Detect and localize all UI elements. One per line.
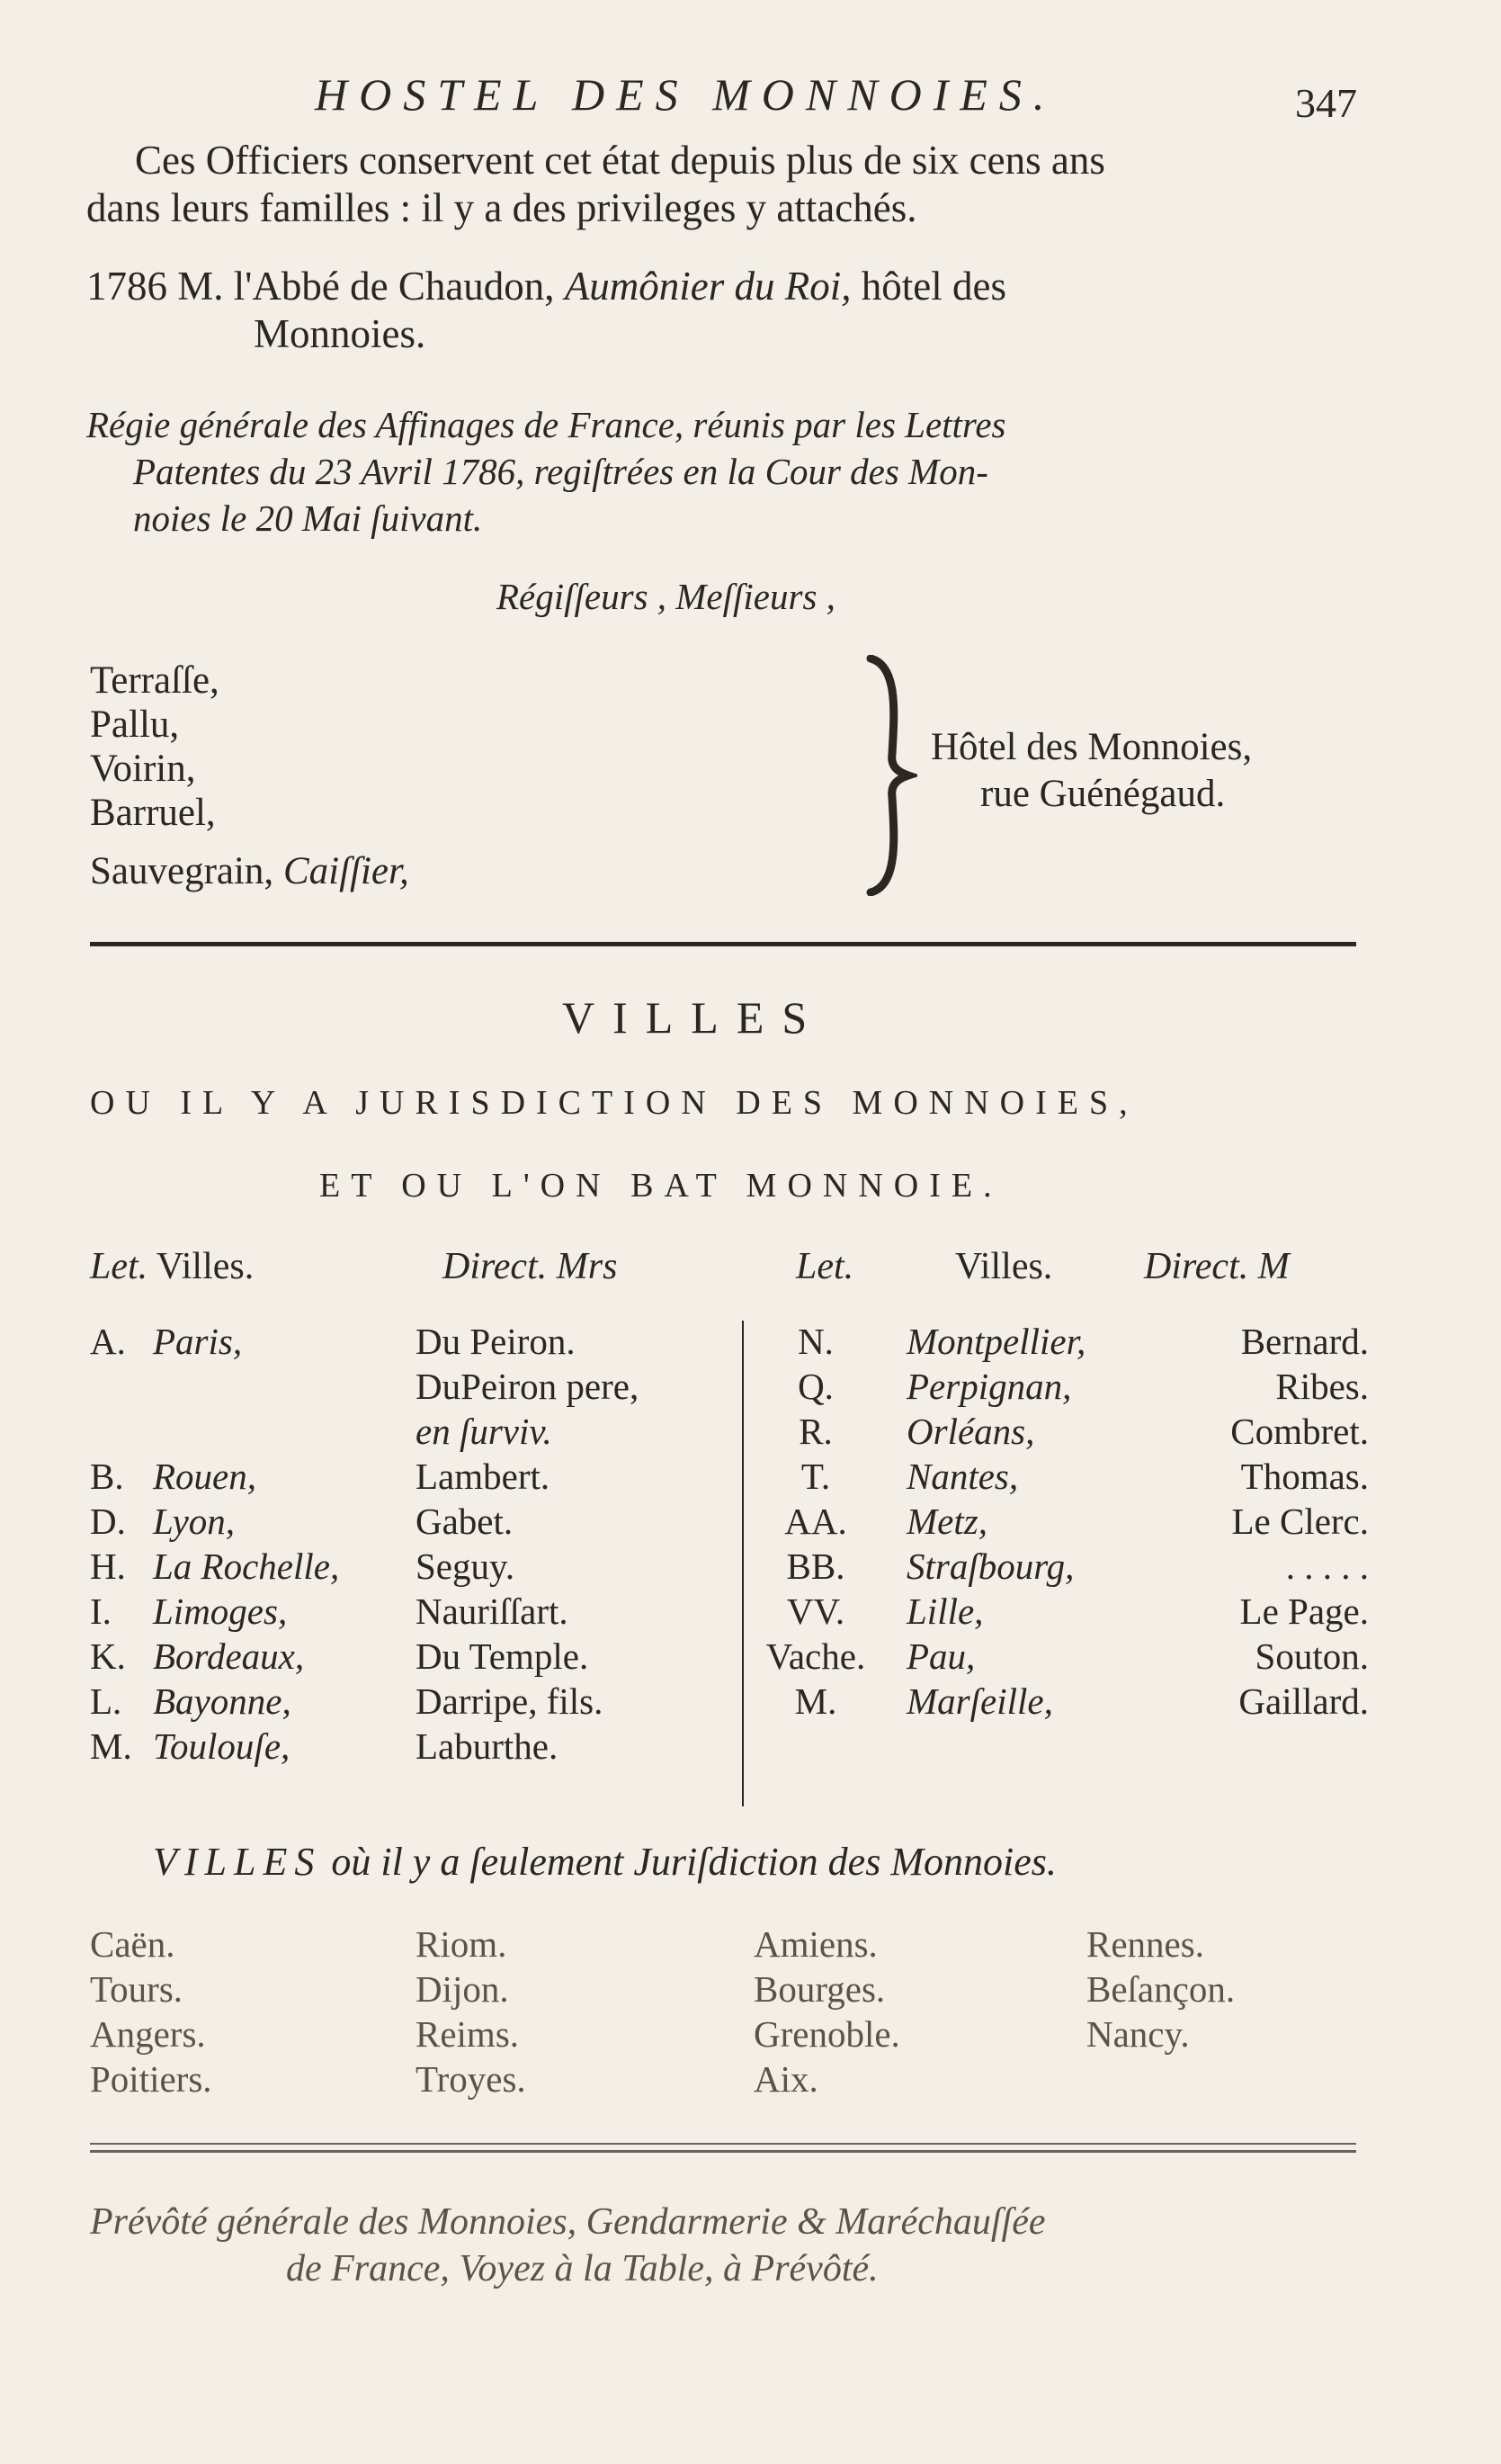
- table-cell: Bayonne,: [153, 1680, 291, 1722]
- table-cell: Gaillard.: [1238, 1680, 1369, 1722]
- table-cell: Bordeaux,: [153, 1635, 305, 1677]
- city-name: Poitiers.: [90, 2058, 212, 2100]
- table-cell: Le Clerc.: [1231, 1501, 1369, 1542]
- cashier-label: Caiſſier,: [282, 850, 409, 892]
- regie-line-1: Régie générale des Affinages de France, réunis par les Lettres: [86, 404, 1006, 445]
- left-cities: [153, 1319, 339, 1769]
- city-name: Angers.: [90, 2013, 206, 2055]
- table-cell: Toulouſe,: [153, 1725, 290, 1767]
- city-name: Rennes.: [1086, 1923, 1204, 1965]
- table-cell: Metz,: [907, 1501, 987, 1542]
- table-cell: Lambert.: [415, 1456, 550, 1497]
- regie-line-2: Patentes du 23 Avril 1786, regiſtrées en la Cour des Mon-: [133, 451, 988, 492]
- table-cell: M.: [794, 1680, 837, 1722]
- table-cell: DuPeiron pere,: [415, 1366, 639, 1407]
- table-cell: Le Page.: [1239, 1590, 1369, 1632]
- villes-subtitle-1: OU IL Y A JURISDICTION DES MONNOIES,: [90, 1084, 1139, 1122]
- city-name: Grenoble.: [754, 2013, 900, 2055]
- table-cell: Lille,: [907, 1590, 984, 1632]
- header-direct: Direct. M: [1144, 1246, 1290, 1287]
- city-name: Riom.: [415, 1923, 507, 1965]
- city-name: Bourges.: [754, 1968, 886, 2010]
- table-cell: Laburthe.: [415, 1725, 558, 1767]
- chaudon-address: hôtel des: [861, 264, 1006, 309]
- table-cell: Limoges,: [153, 1590, 288, 1632]
- regie-line-3: noies le 20 Mai ſuivant.: [133, 497, 483, 539]
- left-letters: [90, 1319, 132, 1769]
- table-cell: Vache.: [765, 1635, 866, 1677]
- regie-subhead: Régiſſeurs , Meſſieurs ,: [496, 576, 835, 617]
- table-cell: Lyon,: [153, 1501, 236, 1542]
- regisseur-name: Sauvegrain,: [90, 850, 274, 892]
- table-cell: Du Peiron.: [415, 1321, 576, 1362]
- prevote-line-2: de France, Voyez à la Table, à Prévôté.: [286, 2248, 879, 2289]
- table-cell: Pau,: [907, 1635, 976, 1677]
- table-cell: . . . . .: [1285, 1546, 1369, 1587]
- regisseur-name: Voirin,: [90, 748, 196, 790]
- table-cell: en ſurviv.: [415, 1411, 552, 1452]
- regisseur-name: Barruel,: [90, 792, 216, 834]
- table-cell: A.: [90, 1321, 126, 1362]
- seulement-heading-villes: VILLES: [153, 1840, 322, 1884]
- seulement-col-3: [754, 1922, 900, 2101]
- chaudon-line-2: Monnoies.: [254, 311, 426, 356]
- table-cell: Thomas.: [1240, 1456, 1369, 1497]
- seulement-col-2: [415, 1922, 526, 2101]
- city-name: Dijon.: [415, 1968, 509, 2010]
- page-number: 347: [1295, 80, 1357, 126]
- table-cell: Paris,: [153, 1321, 243, 1362]
- table-cell: Q.: [798, 1366, 834, 1407]
- regisseur-name: Terraſſe,: [90, 659, 219, 702]
- left-column-headers: [90, 1245, 254, 1288]
- villes-subtitle-2: ET OU L'ON BAT MONNOIE.: [319, 1167, 1003, 1205]
- table-cell: Nantes,: [907, 1456, 1019, 1497]
- right-directors: [1135, 1319, 1369, 1724]
- table-cell: Gabet.: [415, 1501, 514, 1542]
- table-cell: Bernard.: [1240, 1321, 1369, 1362]
- curly-brace-icon: [863, 655, 917, 896]
- city-name: Reims.: [415, 2013, 520, 2055]
- city-name: Troyes.: [415, 2058, 526, 2100]
- city-name: Tours.: [90, 1968, 183, 2010]
- address-line-2: rue Guénégaud.: [980, 773, 1226, 815]
- table-cell: B.: [90, 1456, 124, 1497]
- table-cell: Marſeille,: [907, 1680, 1053, 1722]
- table-cell: H.: [90, 1546, 126, 1587]
- chaudon-year: 1786: [86, 264, 167, 309]
- regisseur-name: Pallu,: [90, 703, 180, 746]
- column-divider: [742, 1321, 744, 1806]
- table-cell: Seguy.: [415, 1546, 515, 1587]
- chaudon-title: Aumônier du Roi,: [564, 264, 852, 309]
- table-cell: Nauriſſart.: [415, 1590, 568, 1632]
- table-cell: I.: [90, 1590, 112, 1632]
- section-divider: [90, 2143, 1356, 2145]
- table-cell: Perpignan,: [907, 1366, 1072, 1407]
- seulement-col-1: [90, 1922, 212, 2101]
- city-name: Nancy.: [1086, 2013, 1190, 2055]
- seulement-col-4: [1086, 1922, 1235, 2056]
- city-name: Beſançon.: [1086, 1968, 1236, 2010]
- seulement-heading: [153, 1839, 1057, 1885]
- seulement-heading-rest: où il y a ſeulement Juriſdiction des Monnoies.: [331, 1840, 1057, 1884]
- table-cell: T.: [800, 1456, 831, 1497]
- table-cell: D.: [90, 1501, 126, 1542]
- table-cell: Rouen,: [153, 1456, 256, 1497]
- table-cell: [90, 1409, 132, 1454]
- table-cell: Montpellier,: [907, 1321, 1086, 1362]
- prevote-line-1: Prévôté générale des Monnoies, Gendarmerie & Maréchauſſée: [90, 2201, 1046, 2243]
- right-letters: [757, 1319, 874, 1724]
- header-let: Let.: [90, 1246, 148, 1287]
- table-cell: [90, 1364, 132, 1409]
- table-cell: Orléans,: [907, 1411, 1035, 1452]
- table-cell: Du Temple.: [415, 1635, 589, 1677]
- table-cell: Ribes.: [1275, 1366, 1369, 1407]
- running-head: HOSTEL DES MONNOIES.: [315, 69, 1057, 120]
- table-cell: BB.: [786, 1546, 845, 1587]
- city-name: Caën.: [90, 1923, 175, 1965]
- table-cell: N.: [798, 1321, 834, 1362]
- villes-heading: VILLES: [562, 992, 826, 1043]
- table-cell: K.: [90, 1635, 126, 1677]
- left-directors: [415, 1319, 639, 1769]
- table-cell: Darripe, fils.: [415, 1680, 603, 1722]
- table-cell: Combret.: [1230, 1411, 1369, 1452]
- right-cities: [907, 1319, 1086, 1724]
- intro-line-2: dans leurs familles : il y a des privileges y attachés.: [86, 185, 917, 230]
- table-cell: M.: [90, 1725, 132, 1767]
- city-name: Amiens.: [754, 1923, 878, 1965]
- table-cell: [153, 1364, 339, 1409]
- intro-line-1: Ces Officiers conservent cet état depuis plus de six cens ans: [135, 138, 1105, 183]
- table-cell: Straſbourg,: [907, 1546, 1075, 1587]
- city-name: Aix.: [754, 2058, 818, 2100]
- chaudon-entry: [86, 263, 1006, 310]
- regisseur-cashier-row: [90, 849, 409, 893]
- table-cell: L.: [90, 1680, 122, 1722]
- table-cell: La Rochelle,: [153, 1546, 340, 1587]
- header-let: Let.: [796, 1246, 854, 1287]
- section-divider: [90, 2150, 1356, 2153]
- address-line-1: Hôtel des Monnoies,: [931, 726, 1253, 768]
- table-cell: AA.: [784, 1501, 847, 1542]
- header-villes: Villes.: [156, 1246, 255, 1287]
- table-cell: VV.: [786, 1590, 845, 1632]
- section-divider: [90, 942, 1356, 946]
- table-cell: Souton.: [1255, 1635, 1369, 1677]
- table-cell: [153, 1409, 339, 1454]
- header-direct: Direct. Mrs: [442, 1246, 618, 1287]
- chaudon-name: M. l'Abbé de Chaudon,: [177, 264, 555, 309]
- header-villes: Villes.: [955, 1246, 1053, 1287]
- table-cell: R.: [799, 1411, 833, 1452]
